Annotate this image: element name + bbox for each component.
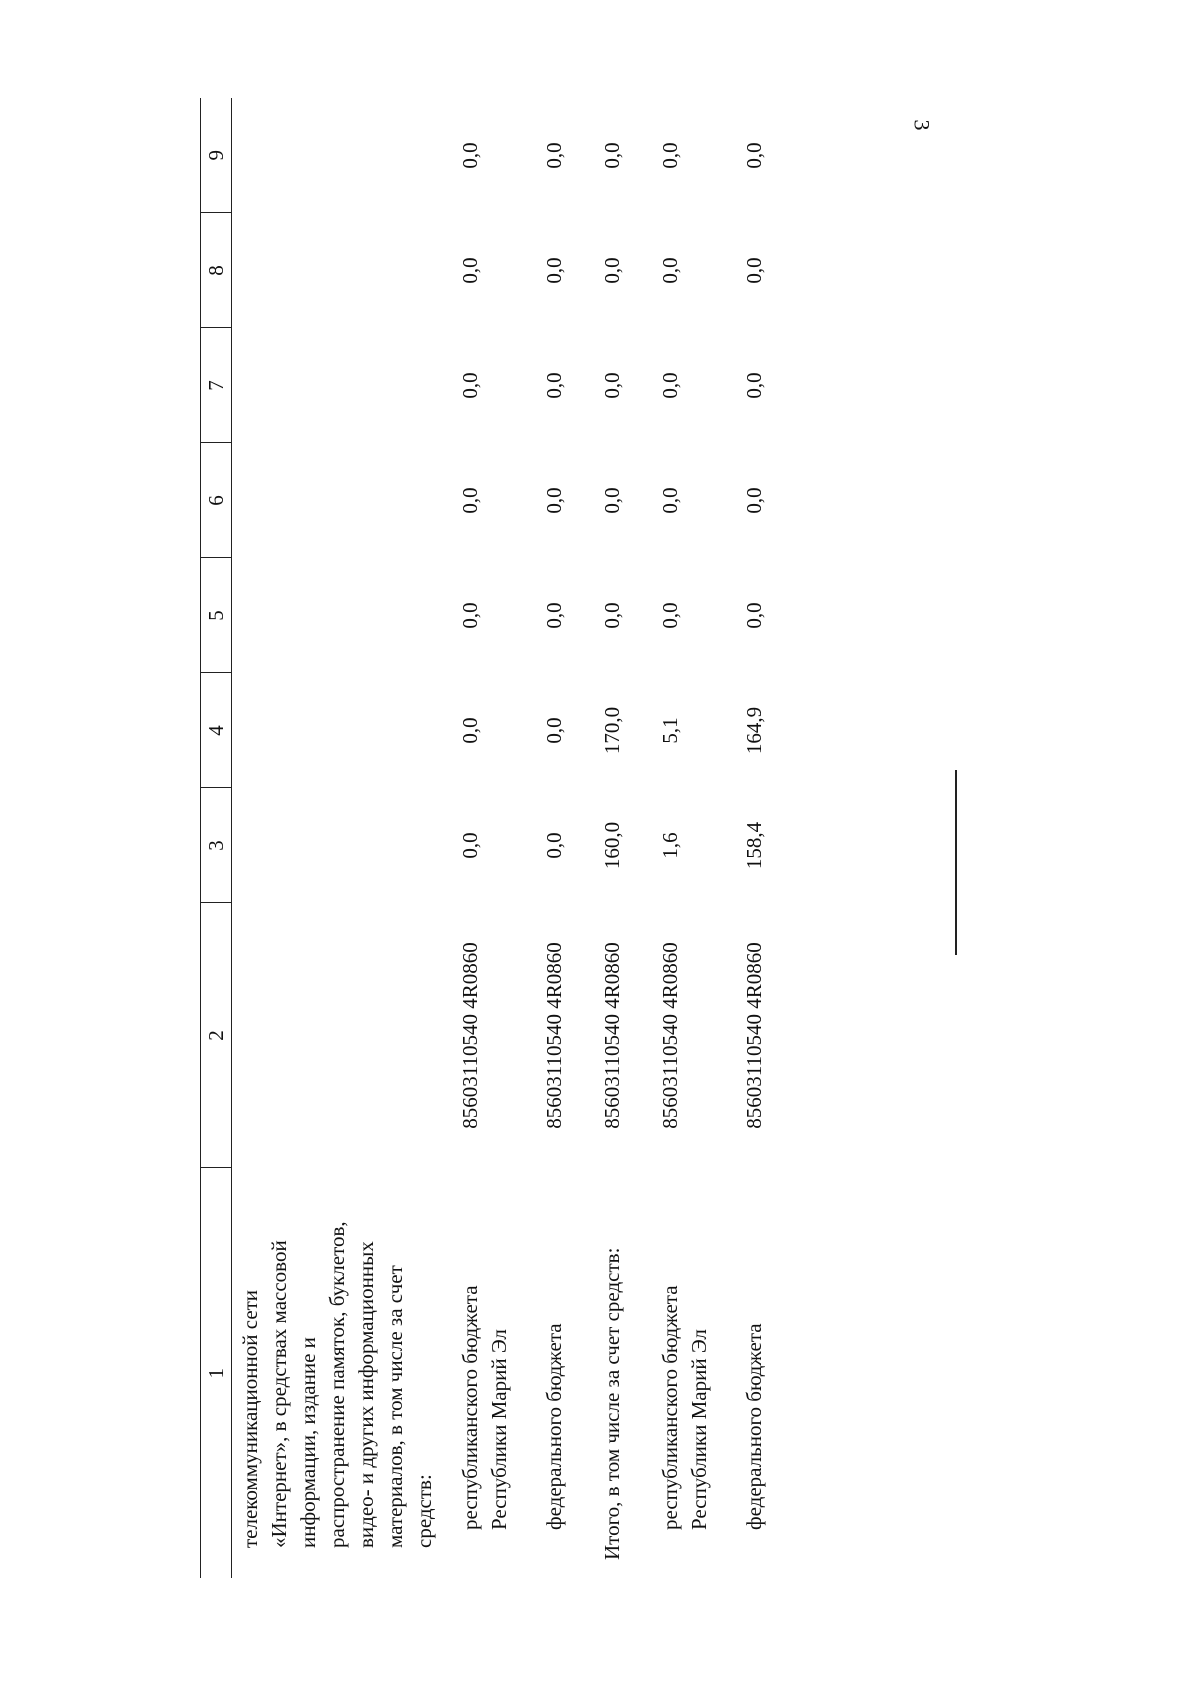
row-label-line: республиканского бюджета	[458, 1285, 482, 1530]
value-col-8: 0,0	[542, 257, 566, 284]
page-number: 3	[909, 119, 935, 131]
value-col-6: 0,0	[658, 487, 682, 514]
value-col-5: 0,0	[742, 602, 766, 629]
row-label	[740, 1168, 800, 1578]
header-col-6: 6	[201, 443, 232, 558]
value-col-3: 158,4	[742, 821, 766, 870]
value-col-6: 0,0	[458, 487, 482, 514]
value-col-8: 0,0	[600, 257, 624, 284]
value-col-8: 0,0	[458, 257, 482, 284]
header-col-1: 1	[201, 1168, 232, 1578]
value-col-6: 0,0	[542, 487, 566, 514]
value-col-7: 0,0	[742, 372, 766, 399]
value-col-5: 0,0	[600, 602, 624, 629]
row-label-line: федерального бюджета	[742, 1323, 766, 1530]
value-col-3: 1,6	[658, 832, 682, 859]
value-col-7: 0,0	[542, 372, 566, 399]
value-col-6: 0,0	[742, 487, 766, 514]
value-col-9: 0,0	[658, 142, 682, 169]
row-label	[540, 1168, 598, 1578]
row-label	[456, 1168, 540, 1578]
value-col-8: 0,0	[658, 257, 682, 284]
value-col-9: 0,0	[742, 142, 766, 169]
value-col-5: 0,0	[458, 602, 482, 629]
budget-table-frame	[200, 98, 960, 1578]
intro-line: материалов, в том числе за счет	[383, 1265, 407, 1548]
header-col-4: 4	[201, 673, 232, 788]
intro-line: «Интернет», в средствах массовой	[267, 1240, 291, 1548]
rotated-table-container	[200, 98, 960, 1578]
header-col-9: 9	[201, 98, 232, 213]
table-row	[540, 98, 598, 1578]
row-label-line: федерального бюджета	[542, 1323, 566, 1530]
row-label-line: республиканского бюджета	[658, 1285, 682, 1530]
row-label-line: Республики Марий Эл	[487, 1329, 511, 1530]
value-col-3: 0,0	[542, 832, 566, 859]
budget-code: 85603110540 4R0860	[542, 942, 566, 1129]
budget-code: 85603110540 4R0860	[600, 942, 624, 1129]
intro-text	[232, 1168, 457, 1578]
budget-code: 85603110540 4R0860	[658, 942, 682, 1129]
header-row	[201, 98, 232, 1578]
value-col-7: 0,0	[600, 372, 624, 399]
budget-code: 85603110540 4R0860	[742, 942, 766, 1129]
header-col-2: 2	[201, 903, 232, 1168]
value-col-4: 5,1	[658, 717, 682, 744]
value-col-9: 0,0	[542, 142, 566, 169]
table-row	[740, 98, 800, 1578]
value-col-3: 0,0	[458, 832, 482, 859]
header-col-7: 7	[201, 328, 232, 443]
value-col-6: 0,0	[600, 487, 624, 514]
value-col-4: 0,0	[542, 717, 566, 744]
value-col-4: 164,9	[742, 706, 766, 755]
header-col-8: 8	[201, 213, 232, 328]
table-row	[656, 98, 740, 1578]
intro-row	[232, 98, 457, 1578]
intro-line: телекоммуникационной сети	[238, 1289, 262, 1548]
value-col-3: 160,0	[600, 821, 624, 870]
value-col-4: 170,0	[600, 706, 624, 755]
intro-line: видео- и других информационных	[354, 1241, 378, 1548]
row-label	[656, 1168, 740, 1578]
intro-line: распространение памяток, буклетов,	[325, 1221, 349, 1548]
row-label	[598, 1168, 656, 1578]
header-col-5: 5	[201, 558, 232, 673]
value-col-9: 0,0	[600, 142, 624, 169]
header-col-3: 3	[201, 788, 232, 903]
end-of-document-line	[955, 770, 957, 955]
value-col-7: 0,0	[658, 372, 682, 399]
value-col-4: 0,0	[458, 717, 482, 744]
value-col-7: 0,0	[458, 372, 482, 399]
value-col-9: 0,0	[458, 142, 482, 169]
table-row	[598, 98, 656, 1578]
table-row	[456, 98, 540, 1578]
value-col-5: 0,0	[542, 602, 566, 629]
intro-line: информации, издание и	[296, 1337, 320, 1548]
value-col-5: 0,0	[658, 602, 682, 629]
budget-code: 85603110540 4R0860	[458, 942, 482, 1129]
budget-table	[200, 98, 800, 1578]
intro-line: средств:	[412, 1474, 436, 1548]
row-label-line: Итого, в том числе за счет средств:	[600, 1247, 624, 1560]
value-col-8: 0,0	[742, 257, 766, 284]
row-label-line: Республики Марий Эл	[687, 1329, 711, 1530]
